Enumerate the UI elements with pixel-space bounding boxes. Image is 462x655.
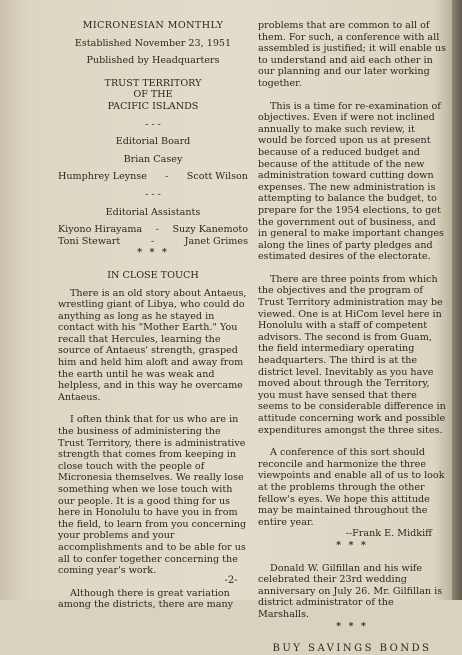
article-paragraph: A conference of this sort should reconcile and harmonize the three viewpoints and enable all of us to look at the problems through the other fellow's eyes. We hope this attitude may be maintained throughout the entire year.	[258, 447, 445, 528]
published-line: Published by Headquarters	[86, 55, 220, 67]
editorial-assistants-heading: Editorial Assistants	[105, 206, 201, 218]
article-heading: IN CLOSE TOUCH	[107, 269, 199, 281]
separator-dashes: - - -	[145, 118, 161, 130]
savings-bonds-slogan: BUY SAVINGS BONDS	[272, 643, 432, 655]
section-stars: * * *	[336, 620, 368, 632]
board-member: Scott Wilson	[186, 171, 248, 183]
article-paragraph: This is a time for re-examination of objectives. Even if were not inclined annually to make such review, it would be forced upon us at present because of a reduced budget and because of the attitude of the new administration toward cutting down expenses. The new administration is attempting to balance the budget, to prepare for the 1954 elections, to get the government out of business, and in general to make important changes along the lines of party pledges and estimated desires of the electorate.	[258, 100, 444, 263]
assistant-row	[58, 236, 248, 248]
editorial-board-heading: Editorial Board	[115, 136, 191, 148]
masthead-title: MICRONESIAN MONTHLY	[82, 20, 224, 31]
left-column	[58, 20, 248, 611]
territory-line-2: OF THE	[133, 89, 173, 101]
assistant-name: Kiyono Hirayama	[58, 224, 143, 236]
assistant-name: Suzy Kanemoto	[172, 224, 248, 236]
right-column	[258, 20, 446, 655]
territory-line-1: TRUST TERRITORY	[104, 77, 202, 89]
territory-line-3: PACIFIC ISLANDS	[107, 100, 199, 112]
section-stars: * * *	[336, 539, 368, 551]
article-paragraph: Although there is great variation among the districts, there are many	[58, 587, 234, 611]
news-paragraph: Donald W. Gilfillan and his wife celebrated their 23rd wedding anniversary on July 26. Mr. Gilfillan is district administrator of the Marshalls.	[258, 562, 443, 620]
separator-dash: -	[150, 235, 155, 247]
article-paragraph: There is an old story about Antaeus, wrestling giant of Libya, who could do anything as long as he stayed in contact with his "Mother Earth." You recall that Hercules, learning the source of Antaeus' strength, grasped him and held him aloft and away from the earth until he was weak and helpless, and in this way he overcame Antaeus.	[58, 287, 247, 403]
page-number: -2-	[224, 575, 238, 586]
separator-dash: -	[155, 224, 159, 236]
board-member-row	[58, 171, 248, 183]
binding-edge	[452, 0, 462, 600]
established-line: Established November 23, 1951	[74, 37, 232, 49]
separator-dashes: - - -	[145, 188, 161, 200]
article-paragraph: I often think that for us who are in the business of administering the Trust Territory, there is administrative strength that comes from keeping in close touch with the people of Micronesia themselves. We really lose something when we lose touch with our people. It is a good thing for us here in Honolulu to have you in from the field, to learn from you concerning your problems and your accomplishments and to be able for us all to confer together concerning the coming year's work.	[58, 414, 247, 577]
board-member: Brian Casey	[123, 153, 183, 165]
article-signoff: --Frank E. Midkiff	[345, 528, 432, 540]
article-paragraph: There are three points from which the objectives and the program of Trust Territory administration may be viewed. One is at HiCom level here in Honolulu with a staff of competent advisors. The second is from Guam, the field intermediary operating headquarters. The third is at the district level. Inevitably as you have moved about through the Territory, you must have sensed that there seems to be considerable difference in attitude concerning work and possible expenditures amongst the three sites.	[258, 273, 446, 436]
assistant-name: Toni Stewart	[58, 235, 121, 247]
assistant-name: Janet Grimes	[184, 235, 248, 247]
assistant-row	[58, 224, 248, 236]
separator-dash: -	[165, 171, 169, 183]
board-member: Humphrey Leynse	[58, 171, 147, 183]
section-stars: * * *	[137, 247, 169, 259]
article-paragraph: problems that are common to all of them. For such, a conference with all assembled is justified; it will enable us to understand and aid each other in our planning and our later working together.	[258, 20, 447, 89]
